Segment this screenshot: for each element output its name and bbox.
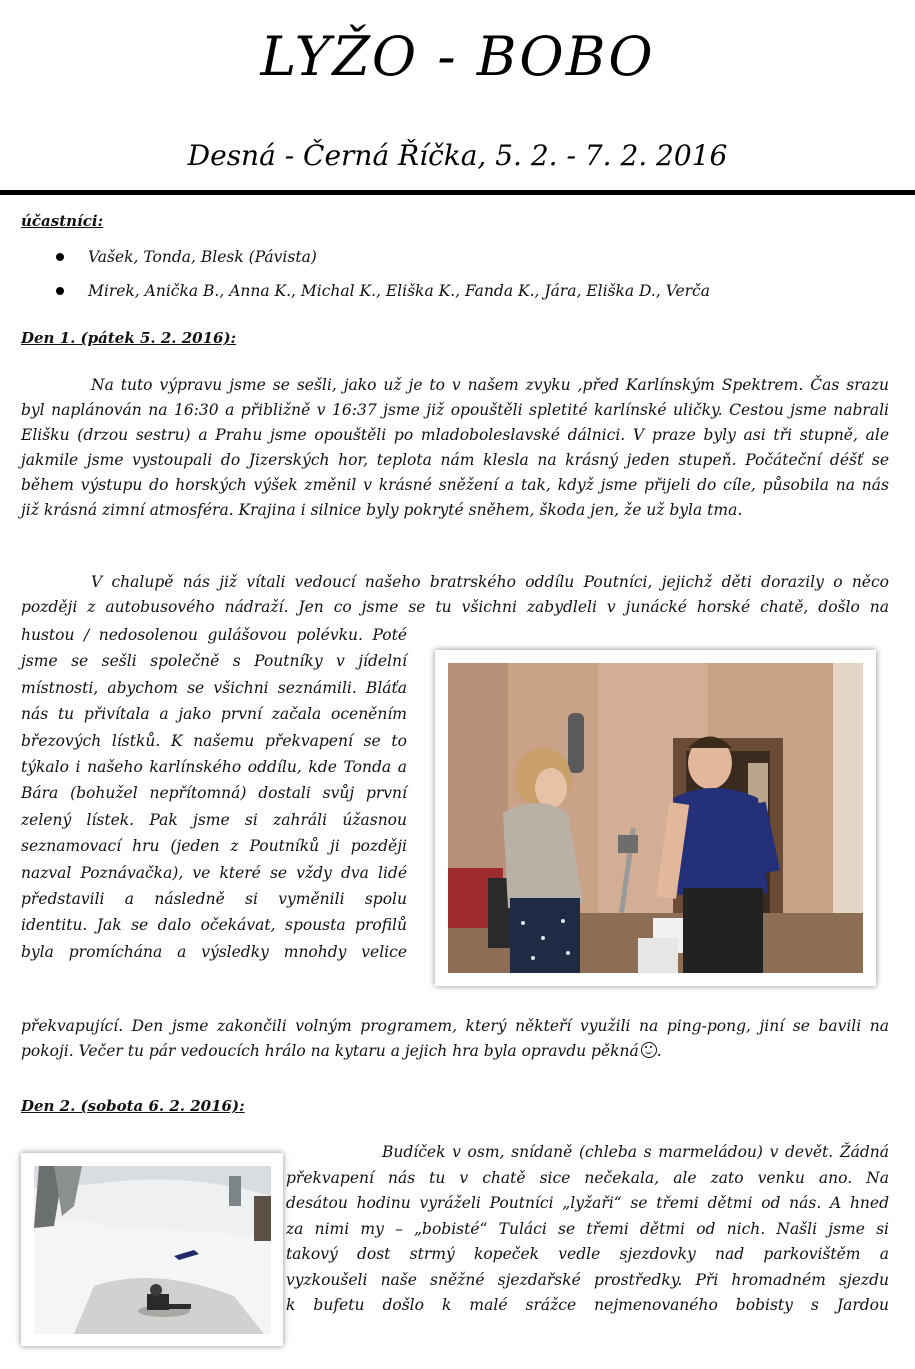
text-line: překvapení nás tu v chatě sice nečekala, ale zato venku ano. Na bbox=[286, 1168, 889, 1187]
text-line: byl naplánován na 16:30 a přibližně v 16:37 jsme již opouštěli spletité karlínské uličky. Cestou jsme nabrali bbox=[21, 401, 889, 419]
text-line: V chalupě nás již vítali vedoucí našeho bratrského oddílu Poutníci, jejichž děti dorazily o něco bbox=[91, 573, 889, 591]
indoor-photo-image bbox=[448, 663, 863, 973]
header-divider bbox=[0, 190, 915, 195]
bullet-icon bbox=[56, 253, 64, 261]
text-line: vyzkoušeli naše sněžné sjezdařské prostředky. Při hromadném sjezdu bbox=[286, 1270, 889, 1289]
text-line: jsme se sešli společně s Poutníky v jídelní bbox=[21, 652, 407, 671]
day1-paragraph-2-top bbox=[21, 570, 889, 620]
list-item bbox=[52, 274, 710, 308]
text-line: Bára (bohužel nepřítomná) dostali svůj první bbox=[21, 784, 407, 803]
participants-list bbox=[52, 240, 710, 308]
day2-paragraph bbox=[286, 1140, 889, 1319]
photo-frame bbox=[435, 650, 876, 986]
text-line: desátou hodinu vyráželi Poutníci „lyžaři“ se třemi dětmi od nás. A hned bbox=[286, 1194, 889, 1212]
text-line: překvapující. Den jsme zakončili volným programem, který někteří využili na ping-pong, jiní se bavili na bbox=[21, 1017, 889, 1035]
list-item-text: Mirek, Anička B., Anna K., Michal K., Eliška K., Fanda K., Jára, Eliška D., Verča bbox=[88, 282, 710, 300]
smiley-icon bbox=[641, 1042, 657, 1058]
text-line: byla promíchána a výsledky mnohdy velice bbox=[21, 942, 407, 961]
text-line: k bufetu došlo k malé srážce nejmenovaného bobisty s Jardou bbox=[286, 1296, 889, 1314]
text-line-content: pokoji. Večer tu pár vedoucích hrálo na kytaru a jejich hra byla opravdu pěkná bbox=[21, 1042, 639, 1060]
page-title: LYŽO - BOBO bbox=[260, 25, 655, 88]
text-line: jakmile jsme vystoupali do Jizerských hor, teplota nám klesla na krásný jeden stupeň. Počáteční déšť se bbox=[21, 451, 889, 469]
day1-paragraph-2-wrap bbox=[21, 622, 407, 965]
bullet-icon bbox=[56, 287, 64, 295]
day1-heading: Den 1. (pátek 5. 2. 2016): bbox=[21, 329, 237, 347]
text-line: hustou / nedosolenou gulášovou polévku. Poté bbox=[21, 626, 407, 644]
text-line: pokoji. Večer tu pár vedoucích hrálo na kytaru a jejich hra byla opravdu pěkná . bbox=[21, 1042, 662, 1060]
participants-heading: účastníci: bbox=[21, 212, 104, 230]
text-line: představili a následně si vyměnili spolu bbox=[21, 890, 407, 909]
text-line: zelený lístek. Pak jsme si zahráli úžasnou bbox=[21, 810, 407, 829]
text-line: nazval Poznávačka), ve které se vždy dva lidé bbox=[21, 863, 407, 882]
text-line: za nimi my – „bobisté“ Tuláci se třemi dětmi od nich. Našli jsme si bbox=[286, 1219, 889, 1238]
text-line: březových lístků. K našemu překvapení se to bbox=[21, 731, 407, 750]
text-line: Na tuto výpravu jsme se sešli, jako už je to v našem zvyku ,před Karlínským Spektrem. Čas srazu bbox=[91, 376, 889, 394]
list-item-text: Vašek, Tonda, Blesk (Pávista) bbox=[88, 248, 317, 266]
list-item bbox=[52, 240, 710, 274]
indoor-photo bbox=[448, 663, 863, 973]
snow-photo bbox=[34, 1166, 271, 1334]
text-line: již krásná zimní atmosféra. Krajina i silnice byly pokryté sněhem, škoda jen, že už byla tma. bbox=[21, 501, 743, 519]
text-line: seznamovací hru (jeden z Poutníků ji později bbox=[21, 837, 407, 856]
text-line: takový dost strmý kopeček vedle sjezdovky nad parkovištěm a bbox=[286, 1245, 889, 1263]
text-line: během výstupu do horských výšek změnil v krásné sněžení a tak, když jsme přijeli do cíle, působila na nás bbox=[21, 476, 889, 494]
text-line: nás tu přivítala a jako první začala oceněním bbox=[21, 705, 407, 724]
page-subtitle: Desná - Černá Říčka, 5. 2. - 7. 2. 2016 bbox=[187, 139, 728, 172]
day1-paragraph-1 bbox=[21, 373, 889, 523]
text-line: týkalo i našeho karlínského oddílu, kde Tonda a bbox=[21, 758, 407, 777]
text-line: Budíček v osm, snídaně (chleba s marmeládou) v devět. Žádná bbox=[382, 1143, 889, 1161]
text-line: identitu. Jak se dalo očekávat, spousta profilů bbox=[21, 916, 407, 935]
snow-photo-image bbox=[34, 1166, 271, 1334]
photo-frame bbox=[21, 1153, 283, 1346]
day2-heading: Den 2. (sobota 6. 2. 2016): bbox=[21, 1097, 245, 1115]
text-line: Elišku (drzou sestru) a Prahu jsme opouštěli po mladoboleslavské dálnici. V praze byly asi tři stupně, ale bbox=[21, 426, 889, 444]
text-line: později z autobusového nádraží. Jen co jsme se tu všichni zabydleli v junácké horské chatě, došlo na bbox=[21, 598, 889, 616]
day1-paragraph-2-end bbox=[21, 1014, 889, 1064]
text-line: místnosti, abychom se všichni seznámili. Bláťa bbox=[21, 678, 407, 697]
